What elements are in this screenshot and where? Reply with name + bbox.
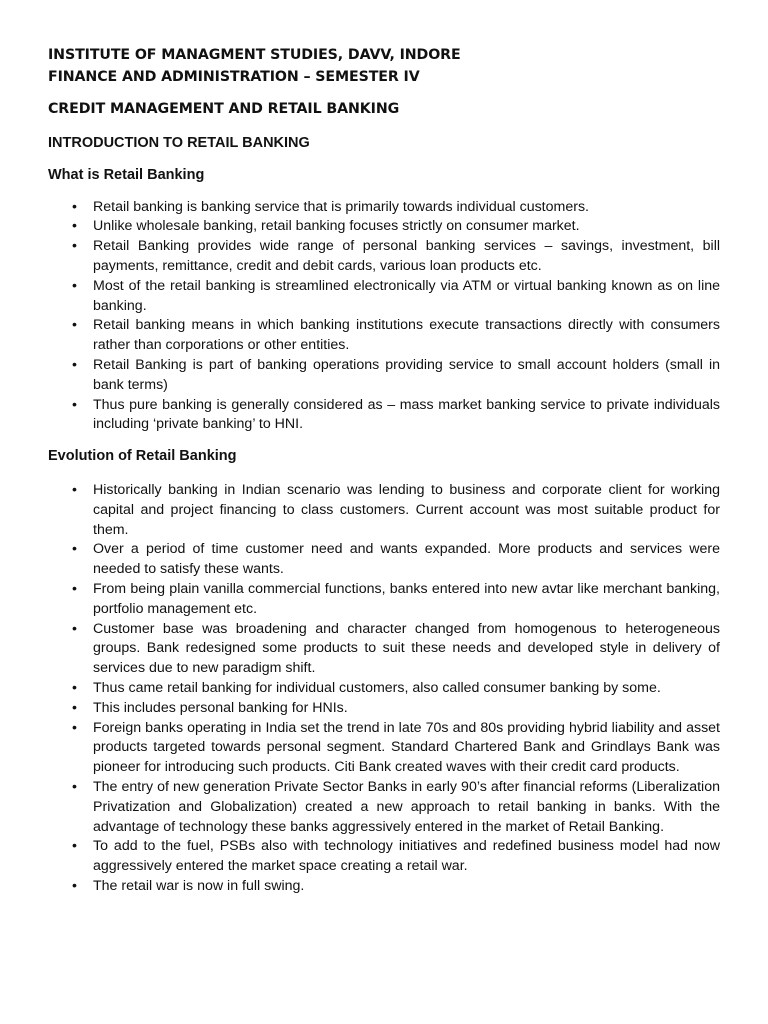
bullet-icon: • [72,218,77,235]
course-title: CREDIT MANAGEMENT AND RETAIL BANKING [48,101,400,117]
list-item [48,277,720,317]
list-item [48,679,720,699]
list-item [48,877,720,897]
list-item [48,778,720,837]
bullet-icon: • [72,719,77,736]
bullet-icon: • [72,356,77,373]
list-item-text: Thus came retail banking for individual customers, also called consumer banking by some. [93,679,661,696]
bullet-icon: • [72,838,77,855]
list-item-text: This includes personal banking for HNIs. [93,699,348,716]
list-item [48,217,720,237]
bullet-icon: • [72,541,77,558]
list-item-text: From being plain vanilla commercial functions, banks entered into new avtar like merchant banking, portfolio management etc. [93,580,720,617]
list-item [48,620,720,679]
list-item [48,356,720,396]
list-item-text: The entry of new generation Private Sector Banks in early 90’s after financial reforms (Liberalization Privatization and Globalization) created a new approach to retail banking in banks. With the advantage of technology these banks aggressively entered in the market of Retail Banking. [93,778,720,835]
list-item-text: Retail Banking provides wide range of personal banking services – savings, investment, bill payments, remittance, credit and debit cards, various loan products etc. [93,238,720,274]
list-item [48,837,720,877]
list-item [48,481,720,540]
list-item-text: Retail banking means in which banking institutions execute transactions directly with consumers rather than corporations or other entities. [93,317,720,354]
list-item-text: Thus pure banking is generally considered as – mass market banking service to private individuals including ‘private banking’ to HNI. [93,396,720,433]
list-item-text: Customer base was broadening and character changed from homogenous to heterogeneous groups. Bank redesigned some products to suit these needs and developed style in delivery of services due to new paradigm shift. [93,620,720,677]
list-item-text: Unlike wholesale banking, retail banking focuses strictly on consumer market. [93,218,580,235]
list-item [48,580,720,620]
list-item [48,316,720,356]
bullet-icon: • [72,396,77,413]
bullet-icon: • [72,679,77,696]
list-item [48,396,720,436]
section-heading-what-is-retail-banking: What is Retail Banking [48,166,205,183]
list-item-text: The retail war is now in full swing. [93,877,305,894]
list-item-text: To add to the fuel, PSBs also with technology initiatives and redefined business model had now aggressively entered the market space creating a retail war. [93,838,720,875]
list-item [48,198,720,218]
list-item [48,237,720,277]
list-item-text: Most of the retail banking is streamlined electronically via ATM or virtual banking known as on line banking. [93,277,720,314]
list-item-text: Foreign banks operating in India set the trend in late 70s and 80s providing hybrid liability and asset products targeted towards personal segment. Standard Chartered Bank and Grindlays Bank was pioneer for introducing such products. Citi Bank created waves with their credit card products. [93,719,720,776]
bullet-icon: • [72,481,77,498]
list-item [48,540,720,580]
bullet-icon: • [72,238,77,255]
bullet-list-what-is-retail-banking [48,198,720,436]
program-name: FINANCE AND ADMINISTRATION – SEMESTER IV [48,69,420,85]
bullet-icon: • [72,620,77,637]
bullet-icon: • [72,778,77,795]
bullet-icon: • [72,317,77,334]
list-item-text: Retail banking is banking service that is primarily towards individual customers. [93,198,589,215]
section-heading-evolution-of-retail-banking: Evolution of Retail Banking [48,448,237,465]
list-item-text: Retail Banking is part of banking operations providing service to small account holders (small in bank terms) [93,356,720,393]
list-item-text: Over a period of time customer need and wants expanded. More products and services were needed to satisfy these wants. [93,541,720,578]
list-item [48,719,720,778]
bullet-icon: • [72,580,77,597]
bullet-icon: • [72,877,77,894]
bullet-list-evolution-of-retail-banking [48,481,720,897]
page-title: INTRODUCTION TO RETAIL BANKING [48,135,310,151]
bullet-icon: • [72,198,77,215]
bullet-icon: • [72,277,77,294]
institute-name: INSTITUTE OF MANAGMENT STUDIES, DAVV, INDORE [48,47,461,63]
list-item [48,699,720,719]
bullet-icon: • [72,699,77,716]
list-item-text: Historically banking in Indian scenario was lending to business and corporate client for working capital and project financing to class customers. Current account was most suitable product for them. [93,481,720,538]
